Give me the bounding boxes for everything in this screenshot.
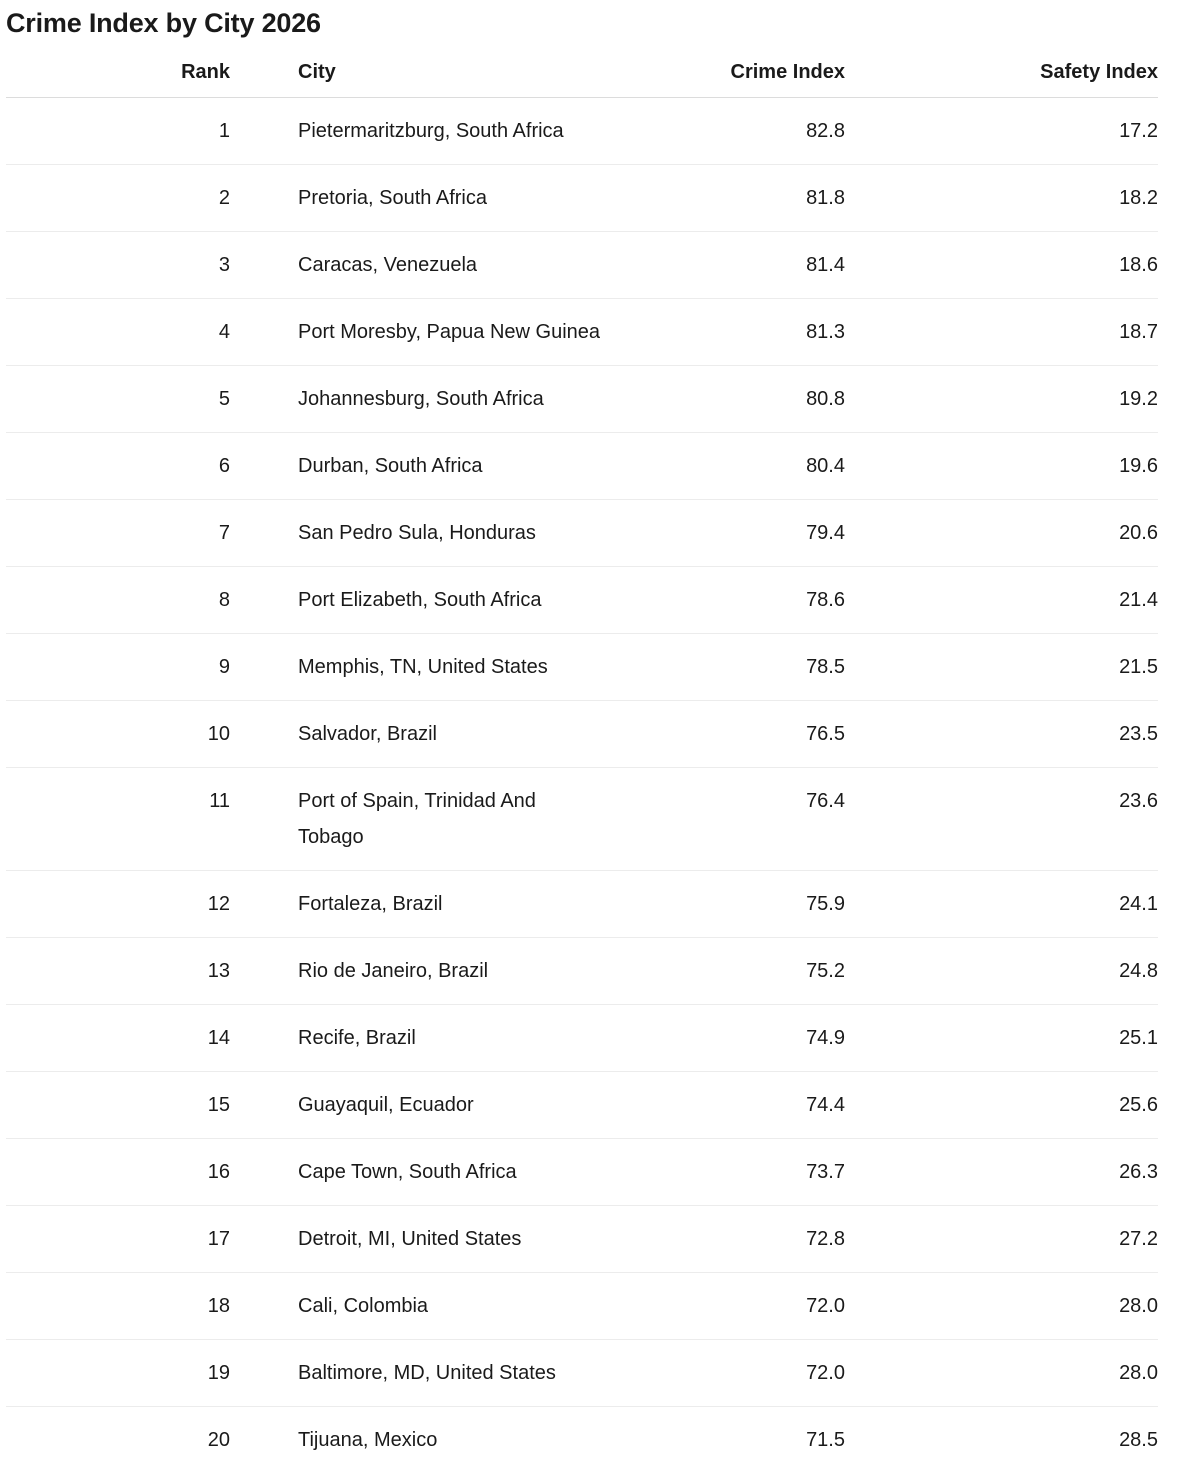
safety-index-cell	[865, 633, 1158, 700]
rank-cell	[6, 566, 250, 633]
header-row	[6, 52, 1158, 97]
city-cell-text: Port of Spain, Trinidad And Tobago	[298, 789, 536, 848]
rank-cell-text: 4	[218, 320, 230, 343]
table-row	[6, 566, 1158, 633]
crime-index-cell	[600, 499, 865, 566]
safety-index-cell-text: 18.7	[1119, 320, 1158, 343]
city-cell-text: Salvador, Brazil	[298, 722, 437, 745]
crime-index-cell	[600, 97, 865, 164]
city-cell-text: Cape Town, South Africa	[298, 1160, 517, 1183]
rank-cell-text: 14	[207, 1026, 230, 1049]
crime-index-cell-text: 76.4	[806, 789, 845, 812]
city-cell	[250, 566, 600, 633]
rank-cell-text: 6	[218, 454, 230, 477]
rank-cell	[6, 231, 250, 298]
rank-cell	[6, 767, 250, 870]
crime-index-cell	[600, 1004, 865, 1071]
crime-index-cell-text: 78.6	[806, 588, 845, 611]
rank-cell	[6, 1339, 250, 1406]
rank-cell-text: 3	[218, 253, 230, 276]
safety-index-cell-text: 21.4	[1119, 588, 1158, 611]
rank-column-header[interactable]: Rank	[6, 52, 250, 97]
rank-cell	[6, 1071, 250, 1138]
crime-index-cell	[600, 365, 865, 432]
crime-index-cell-text: 74.9	[806, 1026, 845, 1049]
crime-index-cell	[600, 164, 865, 231]
city-cell	[250, 499, 600, 566]
city-cell-text: Pietermaritzburg, South Africa	[298, 119, 564, 142]
city-cell	[250, 870, 600, 937]
city-cell	[250, 231, 600, 298]
rank-cell-text: 9	[218, 655, 230, 678]
city-cell	[250, 700, 600, 767]
rank-cell-text: 17	[207, 1227, 230, 1250]
rank-cell-text: 5	[218, 387, 230, 410]
crime-index-column-header[interactable]: Crime Index	[600, 52, 865, 97]
table-row	[6, 937, 1158, 1004]
table-row	[6, 1406, 1158, 1473]
city-cell	[250, 767, 600, 870]
crime-index-cell	[600, 1071, 865, 1138]
table-row	[6, 1339, 1158, 1406]
crime-index-cell-text: 80.8	[806, 387, 845, 410]
crime-index-cell	[600, 767, 865, 870]
table-row	[6, 499, 1158, 566]
crime-index-cell	[600, 432, 865, 499]
crime-index-cell-text: 72.8	[806, 1227, 845, 1250]
safety-index-cell-text: 28.0	[1119, 1361, 1158, 1384]
city-column-header[interactable]: City	[250, 52, 600, 97]
crime-index-cell-text: 79.4	[806, 521, 845, 544]
safety-index-cell	[865, 870, 1158, 937]
crime-index-cell	[600, 700, 865, 767]
safety-index-cell	[865, 499, 1158, 566]
rank-cell	[6, 97, 250, 164]
safety-index-cell-text: 24.1	[1119, 892, 1158, 915]
crime-index-cell	[600, 870, 865, 937]
city-cell-text: Cali, Colombia	[298, 1294, 429, 1317]
rank-cell	[6, 937, 250, 1004]
crime-index-cell-text: 80.4	[806, 454, 845, 477]
safety-index-cell-text: 17.2	[1119, 119, 1158, 142]
crime-index-cell	[600, 1138, 865, 1205]
rank-cell-text: 2	[218, 186, 230, 209]
table-header	[6, 52, 1158, 97]
crime-index-table	[6, 52, 1158, 1473]
city-cell	[250, 1205, 600, 1272]
safety-index-cell	[865, 1205, 1158, 1272]
safety-index-cell	[865, 566, 1158, 633]
crime-index-cell-text: 72.0	[806, 1294, 845, 1317]
table-row	[6, 1004, 1158, 1071]
rank-cell-text: 1	[218, 119, 230, 142]
safety-index-cell-text: 20.6	[1119, 521, 1158, 544]
rank-cell	[6, 633, 250, 700]
city-cell	[250, 1138, 600, 1205]
safety-index-cell	[865, 1004, 1158, 1071]
city-cell-text: Detroit, MI, United States	[298, 1227, 522, 1250]
rank-cell-text: 10	[207, 722, 230, 745]
safety-index-cell	[865, 700, 1158, 767]
rank-cell-text: 19	[207, 1361, 230, 1384]
table-row	[6, 231, 1158, 298]
city-cell-text: Recife, Brazil	[298, 1026, 416, 1049]
table-row	[6, 365, 1158, 432]
rank-cell	[6, 870, 250, 937]
table-row	[6, 298, 1158, 365]
rank-cell	[6, 164, 250, 231]
safety-index-cell-text: 25.6	[1119, 1093, 1158, 1116]
city-cell-text: Port Moresby, Papua New Guinea	[298, 320, 601, 343]
crime-index-cell	[600, 1205, 865, 1272]
table-row	[6, 1205, 1158, 1272]
table-row	[6, 164, 1158, 231]
city-cell-text: Guayaquil, Ecuador	[298, 1093, 474, 1116]
table-row	[6, 97, 1158, 164]
city-cell-text: Durban, South Africa	[298, 454, 483, 477]
crime-index-cell-text: 78.5	[806, 655, 845, 678]
city-cell-text: Caracas, Venezuela	[298, 253, 478, 276]
rank-cell	[6, 365, 250, 432]
crime-index-cell-text: 81.8	[806, 186, 845, 209]
safety-index-cell	[865, 1071, 1158, 1138]
safety-index-cell	[865, 1406, 1158, 1473]
city-cell	[250, 365, 600, 432]
safety-index-cell	[865, 937, 1158, 1004]
crime-index-cell	[600, 937, 865, 1004]
city-cell-text: Rio de Janeiro, Brazil	[298, 959, 489, 982]
crime-index-cell	[600, 231, 865, 298]
table-row	[6, 870, 1158, 937]
city-cell-text: Memphis, TN, United States	[298, 655, 548, 678]
safety-index-cell-text: 28.5	[1119, 1428, 1158, 1451]
safety-index-cell	[865, 97, 1158, 164]
safety-index-cell-text: 21.5	[1119, 655, 1158, 678]
crime-index-cell	[600, 298, 865, 365]
safety-index-cell-text: 25.1	[1119, 1026, 1158, 1049]
page-title: Crime Index by City 2026	[6, 8, 321, 38]
crime-index-cell	[600, 1406, 865, 1473]
crime-index-cell	[600, 566, 865, 633]
city-cell-text: Baltimore, MD, United States	[298, 1361, 556, 1384]
table-body	[6, 97, 1158, 1473]
crime-index-cell-text: 74.4	[806, 1093, 845, 1116]
table-row	[6, 767, 1158, 870]
rank-cell	[6, 499, 250, 566]
safety-index-cell	[865, 365, 1158, 432]
safety-index-cell	[865, 298, 1158, 365]
rank-cell-text: 13	[207, 959, 230, 982]
rank-cell	[6, 432, 250, 499]
safety-index-cell-text: 28.0	[1119, 1294, 1158, 1317]
table-row	[6, 1272, 1158, 1339]
rank-cell-text: 11	[209, 789, 230, 812]
table-row	[6, 700, 1158, 767]
safety-index-cell	[865, 767, 1158, 870]
crime-index-cell	[600, 1272, 865, 1339]
city-cell	[250, 97, 600, 164]
safety-index-cell	[865, 231, 1158, 298]
rank-cell	[6, 1138, 250, 1205]
safety-index-cell-text: 23.6	[1119, 789, 1158, 812]
safety-index-cell	[865, 1138, 1158, 1205]
city-cell-text: Fortaleza, Brazil	[298, 892, 443, 915]
table-row	[6, 1071, 1158, 1138]
safety-index-cell	[865, 1339, 1158, 1406]
city-cell	[250, 1272, 600, 1339]
crime-index-cell-text: 76.5	[806, 722, 845, 745]
crime-index-cell-text: 75.2	[806, 959, 845, 982]
safety-index-cell-text: 24.8	[1119, 959, 1158, 982]
city-cell	[250, 1071, 600, 1138]
city-cell-text: Tijuana, Mexico	[298, 1428, 438, 1451]
rank-cell	[6, 1205, 250, 1272]
city-cell	[250, 432, 600, 499]
crime-index-cell-text: 75.9	[806, 892, 845, 915]
rank-cell-text: 7	[218, 521, 230, 544]
crime-index-cell	[600, 1339, 865, 1406]
crime-index-cell-text: 73.7	[806, 1160, 845, 1183]
safety-index-cell	[865, 432, 1158, 499]
rank-cell	[6, 1272, 250, 1339]
safety-index-cell-text: 19.6	[1119, 454, 1158, 477]
safety-index-cell-text: 26.3	[1119, 1160, 1158, 1183]
crime-index-cell	[600, 633, 865, 700]
safety-index-cell-text: 18.6	[1119, 253, 1158, 276]
rank-cell-text: 18	[207, 1294, 230, 1317]
city-cell	[250, 298, 600, 365]
rank-cell	[6, 298, 250, 365]
city-cell	[250, 937, 600, 1004]
rank-cell-text: 12	[207, 892, 230, 915]
city-cell-text: San Pedro Sula, Honduras	[298, 521, 536, 544]
crime-index-cell-text: 71.5	[806, 1428, 845, 1451]
city-cell-text: Pretoria, South Africa	[298, 186, 487, 209]
city-cell-text: Johannesburg, South Africa	[298, 387, 544, 410]
crime-index-cell-text: 81.3	[806, 320, 845, 343]
safety-index-cell-text: 19.2	[1119, 387, 1158, 410]
table-row	[6, 1138, 1158, 1205]
table-row	[6, 633, 1158, 700]
crime-index-cell-text: 82.8	[806, 119, 845, 142]
safety-index-cell-text: 23.5	[1119, 722, 1158, 745]
crime-index-cell-text: 81.4	[806, 253, 845, 276]
table-row	[6, 432, 1158, 499]
rank-cell-text: 8	[218, 588, 230, 611]
city-cell	[250, 1004, 600, 1071]
safety-index-cell	[865, 1272, 1158, 1339]
rank-cell-text: 20	[207, 1428, 230, 1451]
city-cell	[250, 1406, 600, 1473]
city-cell	[250, 164, 600, 231]
safety-index-cell-text: 18.2	[1119, 186, 1158, 209]
city-cell-text: Port Elizabeth, South Africa	[298, 588, 542, 611]
safety-index-cell	[865, 164, 1158, 231]
city-cell	[250, 1339, 600, 1406]
rank-cell	[6, 1406, 250, 1473]
crime-index-cell-text: 72.0	[806, 1361, 845, 1384]
rank-cell	[6, 1004, 250, 1071]
rank-cell-text: 15	[207, 1093, 230, 1116]
city-cell	[250, 633, 600, 700]
rank-cell	[6, 700, 250, 767]
rank-cell-text: 16	[207, 1160, 230, 1183]
safety-index-column-header[interactable]: Safety Index	[865, 52, 1158, 97]
safety-index-cell-text: 27.2	[1119, 1227, 1158, 1250]
